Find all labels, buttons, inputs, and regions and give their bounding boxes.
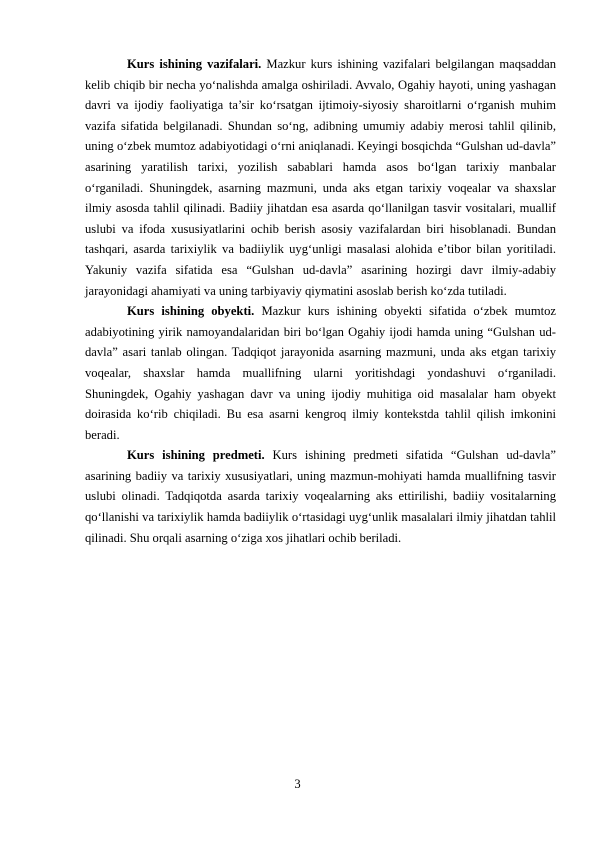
page-number: 3 xyxy=(294,777,301,791)
body-text xyxy=(85,54,556,548)
heading-tasks: Kurs ishining vazifalari. xyxy=(127,57,262,71)
paragraph-object xyxy=(85,301,556,445)
paragraph-subject xyxy=(85,445,556,548)
paragraph-subject-text: Kurs ishining predmeti sifatida “Gulshan ud-davla” asarining badiiy va tarixiy xususiyatlari, uning mazmun-mohiyati hamda muallifning tasvir uslubi olinadi. Tadqiqotda asarda tarixiy voqealarning aks ettirilishi, badiiy vositalarning qo‘llanishi va tarixiylik hamda badiiylik o‘rtasidagi uyg‘unlik masalalari ilmiy jihatdan tahlil qilinadi. Shu orqali asarning o‘ziga xos jihatlari ochib beriladi. xyxy=(85,448,556,545)
paragraph-object-text: Mazkur kurs ishining obyekti sifatida o‘zbek mumtoz adabiyotining yirik namoyandalaridan biri bo‘lgan Ogahiy ijodi hamda uning “Gulshan ud-davla” asari tanlab olingan. Tadqiqot jarayonida asarning mazmuni, unda aks etgan tarixiy voqealar, shaxslar hamda muallifning ularni yoritishdagi yondashuvi o‘rganiladi. Shuningdek, Ogahiy yashagan davr va uning ijodiy muhitiga oid masalalar ham obyekt doirasida ko‘rib chiqiladi. Bu esa asarni kengroq ilmiy kontekstda tahlil qilish imkonini beradi. xyxy=(85,304,557,442)
paragraph-tasks-text: Mazkur kurs ishining vazifalari belgilangan maqsaddan kelib chiqib bir necha yo‘nalishda amalga oshiriladi. Avvalo, Ogahiy hayoti, uning yashagan davri va ijodiy faoliyatiga ta’sir ko‘rsatgan ijtimoiy-siyosiy sharoitlarni o‘rganish muhim vazifa sifatida belgilanadi. Shundan so‘ng, adibning umumiy adabiy merosi tahlil qilinib, uning o‘zbek mumtoz adabiyotidagi o‘rni aniqlanadi. Keyingi bosqichda “Gulshan ud-davla” asarining yaratilish tarixi, yozilish sabablari hamda asos bo‘lgan tarixiy manbalar o‘rganiladi. Shuningdek, asarning mazmuni, unda aks etgan tarixiy voqealar va shaxslar ilmiy asosda tahlil qilinadi. Badiiy jihatdan esa asarda qo‘llanilgan tasvir vositalari, muallif uslubi va ifoda xususiyatlarini ochib berish asosiy vazifalardan biri hisoblanadi. Bundan tashqari, asarda tarixiylik va badiiylik uyg‘unligi masalasi alohida e’tibor bilan yoritiladi. Yakuniy vazifa sifatida esa “Gulshan ud-davla” asarining hozirgi davr ilmiy-adabiy jarayonidagi ahamiyati va uning tarbiyaviy qiymatini asoslab berish ko‘zda tutiladi. xyxy=(85,57,557,298)
paragraph-tasks xyxy=(85,54,556,301)
heading-subject: Kurs ishining predmeti. xyxy=(127,448,265,463)
heading-object: Kurs ishining obyekti. xyxy=(127,304,255,319)
